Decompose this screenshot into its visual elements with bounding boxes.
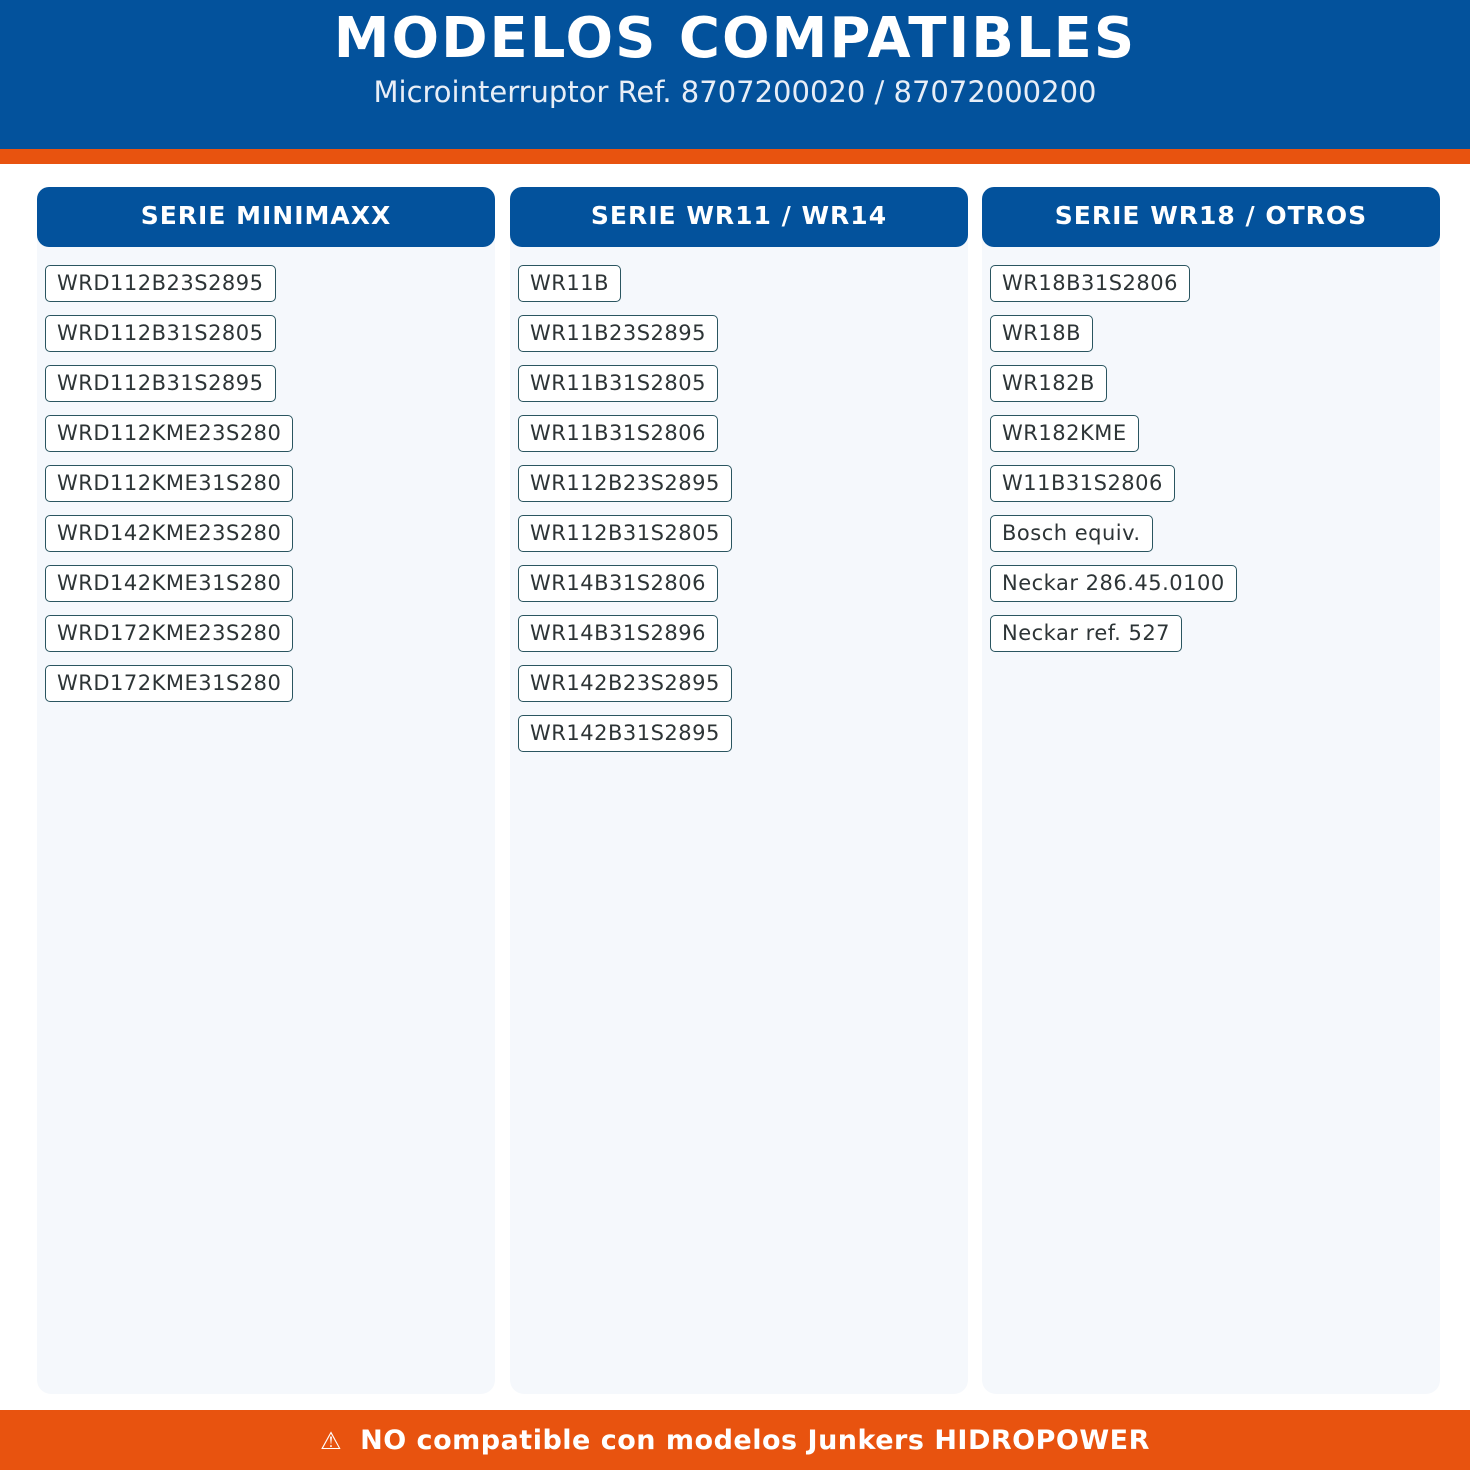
model-tag: WR182B xyxy=(990,365,1107,402)
column-serie-minimaxx xyxy=(37,187,495,1394)
column-serie-wr18-otros xyxy=(982,187,1440,1394)
column-title: SERIE MINIMAXX xyxy=(37,187,495,247)
column-title: SERIE WR18 / OTROS xyxy=(982,187,1440,247)
model-tag: WRD112KME31S280 xyxy=(45,465,293,502)
model-tag: WRD112B31S2805 xyxy=(45,315,276,352)
model-list xyxy=(510,247,968,752)
page-title: MODELOS COMPATIBLES xyxy=(333,6,1137,71)
warning-text: NO compatible con modelos Junkers HIDROPOWER xyxy=(360,1425,1150,1456)
model-tag: WR11B31S2806 xyxy=(518,415,718,452)
model-tag: WR14B31S2806 xyxy=(518,565,718,602)
accent-stripe xyxy=(0,149,1470,164)
model-tag: WR18B31S2806 xyxy=(990,265,1190,302)
model-tag: Neckar 286.45.0100 xyxy=(990,565,1237,602)
model-tag: Bosch equiv. xyxy=(990,515,1153,552)
model-tag: Neckar ref. 527 xyxy=(990,615,1182,652)
column-serie-wr11-wr14 xyxy=(510,187,968,1394)
model-tag: WRD112KME23S280 xyxy=(45,415,293,452)
model-tag: WRD112B23S2895 xyxy=(45,265,276,302)
compatibility-warning-banner xyxy=(0,1410,1470,1470)
model-tag: WR11B31S2805 xyxy=(518,365,718,402)
page-header xyxy=(0,0,1470,149)
warning-icon: ⚠ xyxy=(320,1427,343,1455)
model-tag: WR142B23S2895 xyxy=(518,665,732,702)
model-tag: WRD172KME23S280 xyxy=(45,615,293,652)
model-tag: WR11B23S2895 xyxy=(518,315,718,352)
model-tag: WR18B xyxy=(990,315,1093,352)
model-tag: WR182KME xyxy=(990,415,1139,452)
column-title: SERIE WR11 / WR14 xyxy=(510,187,968,247)
model-tag: WR142B31S2895 xyxy=(518,715,732,752)
model-tag: WR112B23S2895 xyxy=(518,465,732,502)
model-tag: WRD142KME31S280 xyxy=(45,565,293,602)
model-tag: WR112B31S2805 xyxy=(518,515,732,552)
model-tag: WRD172KME31S280 xyxy=(45,665,293,702)
model-tag: WRD142KME23S280 xyxy=(45,515,293,552)
model-tag: WRD112B31S2895 xyxy=(45,365,276,402)
model-list xyxy=(982,247,1440,652)
model-list xyxy=(37,247,495,702)
model-tag: W11B31S2806 xyxy=(990,465,1175,502)
page-subtitle: Microinterruptor Ref. 8707200020 / 87072000200 xyxy=(373,75,1097,109)
model-tag: WR11B xyxy=(518,265,621,302)
model-tag: WR14B31S2896 xyxy=(518,615,718,652)
